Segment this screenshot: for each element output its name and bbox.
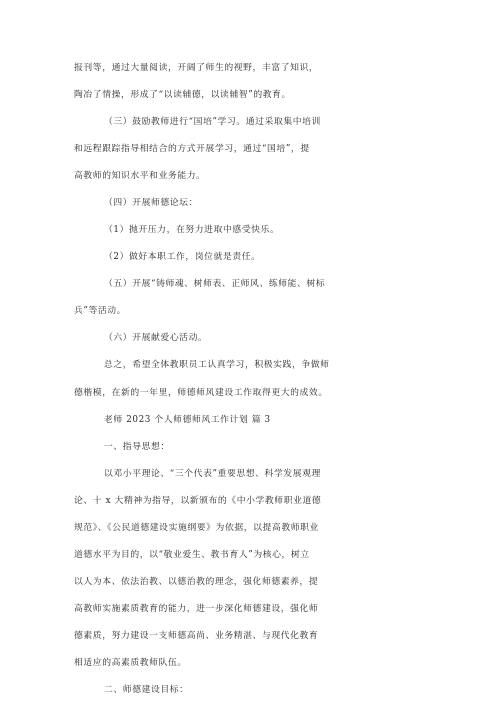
section-heading: 二、师德建设目标： bbox=[104, 685, 189, 695]
paragraph-line: 高教师的知识水平和业务能力。 bbox=[74, 171, 206, 181]
paragraph-line: 道德水平为目的，以“敬业爱生、教书育人”为核心，树立 bbox=[74, 550, 310, 560]
paragraph-line: 总之，希望全体教职员工认真学习，积极实践，争做师 bbox=[104, 360, 330, 370]
paragraph-line: 德楷模，在新的一年里，师德师风建设工作取得更大的成效。 bbox=[74, 388, 328, 398]
paragraph-line: 规范》、《公民道德建设实施纲要》为依据，以提高教师职业 bbox=[74, 523, 319, 533]
section-heading: （三）鼓励教师进行“国培”学习。通过采取集中培训 bbox=[104, 117, 321, 127]
paragraph-line: 高教师实施素质教育的能力，进一步深化师德建设，强化师 bbox=[74, 604, 319, 614]
section-heading: 一、指导思想： bbox=[104, 442, 170, 452]
paragraph-line: 以人为本、依法治教、以德治教的理念，强化师德素养，提 bbox=[74, 577, 319, 587]
section-heading: （四）开展师德论坛： bbox=[104, 198, 198, 208]
paragraph-line: 相适应的高素质教师队伍。 bbox=[74, 658, 187, 668]
document-title: 老师 2023 个人师德师风工作计划 篇 3 bbox=[104, 415, 271, 425]
paragraph-line: 兵”等活动。 bbox=[74, 306, 127, 316]
paragraph-line: 以邓小平理论、“三个代表”重要思想、科学发展观理 bbox=[104, 469, 321, 479]
list-item: （2）做好本职工作，岗位就是责任。 bbox=[104, 252, 261, 262]
section-heading: （五）开展“铸师魂、树师表、正师风、练师能、树标 bbox=[104, 279, 326, 289]
paragraph-line: 和远程跟踪指导相结合的方式开展学习，通过“国培”，提 bbox=[74, 144, 310, 154]
paragraph-line: 论、十 x 大精神为指导，以新颁布的《中小学教师职业道德 bbox=[74, 496, 322, 506]
paragraph-line: 陶冶了情操，形成了“以读辅德，以读辅智”的教育。 bbox=[74, 90, 291, 100]
paragraph-line: 报刊等，通过大量阅读，开阔了师生的视野，丰富了知识， bbox=[74, 63, 319, 73]
paragraph-line: 德素质，努力建设一支师德高尚、业务精湛、与现代化教育 bbox=[74, 631, 319, 641]
list-item: （1）抛开压力，在努力进取中感受快乐。 bbox=[104, 225, 280, 235]
section-heading: （六）开展献爱心活动。 bbox=[104, 333, 208, 343]
